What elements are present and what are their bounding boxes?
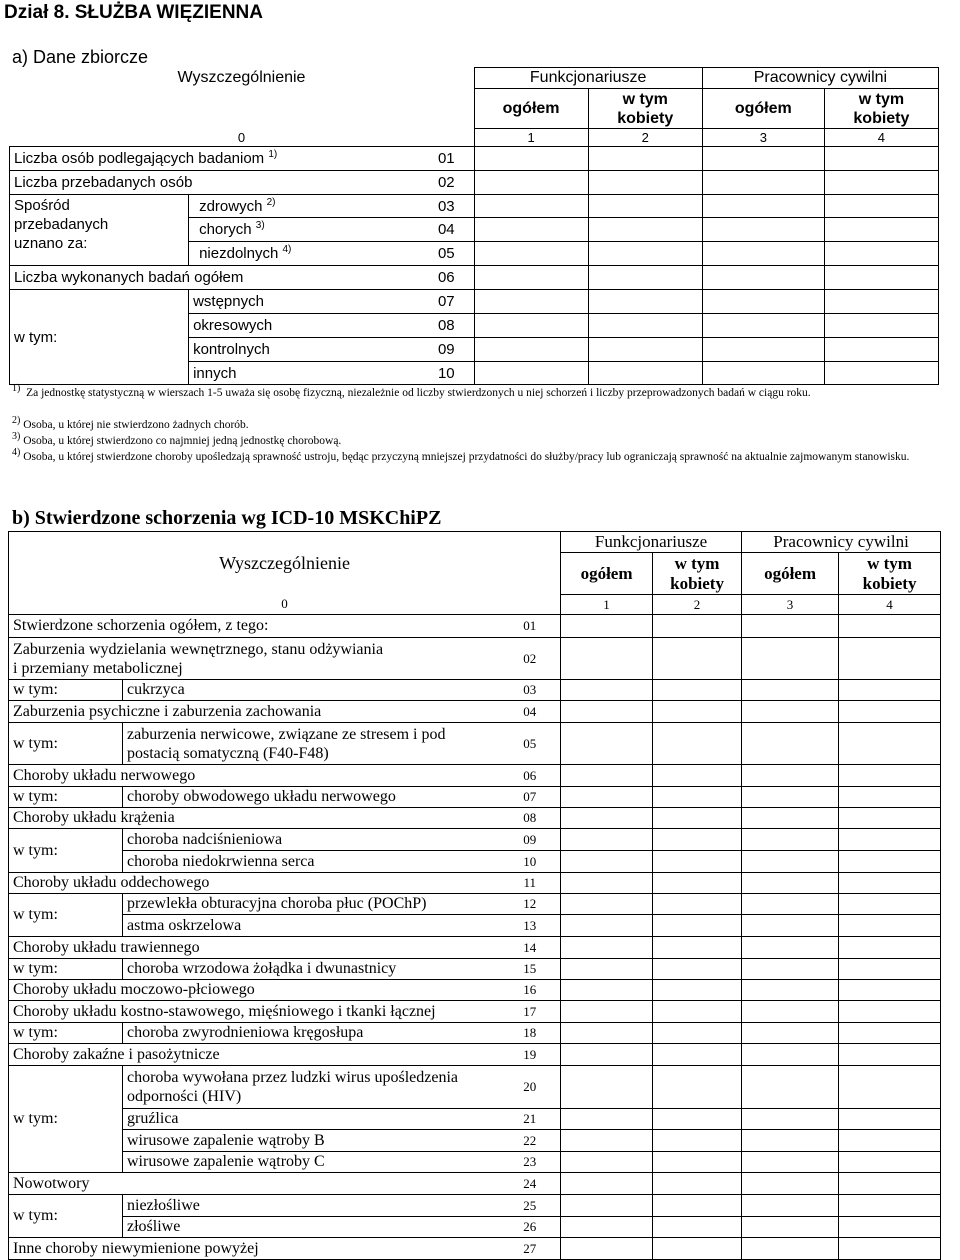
footnote-3: $^{3)}$ Osoba, u której stwierdzono co najmniej jedną jednostkę chorobową.: [12, 431, 342, 447]
b-cell-input[interactable]: [839, 894, 941, 915]
b-row-code: 01: [500, 615, 561, 638]
a-cell-input[interactable]: [702, 171, 824, 195]
b-cell-input[interactable]: [653, 701, 742, 723]
b-cell-input[interactable]: [742, 638, 839, 680]
b-row-label: zaburzenia nerwicowe, związane ze stresem i pod postacią somatyczną (F40-F48): [123, 723, 500, 765]
b-cell-input[interactable]: [742, 1217, 839, 1238]
a-row-01: [10, 147, 939, 171]
b-row-code: 15: [500, 959, 561, 980]
b-cell-input[interactable]: [561, 915, 653, 937]
a-colnum-2: 2: [588, 129, 702, 147]
b-cell-input[interactable]: [561, 1238, 653, 1260]
b-row-code: 11: [500, 873, 561, 894]
a-row-code: 05: [419, 242, 474, 266]
b-cell-input[interactable]: [561, 1023, 653, 1044]
b-header-prac-ogolem: ogółem: [742, 553, 839, 595]
a-header-funk-ogolem: ogółem: [474, 89, 588, 129]
b-row-code: 16: [500, 980, 561, 1001]
b-wtym-label: w tym:: [9, 959, 123, 980]
a-cell-input[interactable]: [702, 314, 824, 338]
b-row-label: choroba zwyrodnieniowa kręgosłupa: [123, 1023, 500, 1044]
b-wtym-label: w tym:: [9, 787, 123, 808]
b-cell-input[interactable]: [653, 959, 742, 980]
b-cell-input[interactable]: [839, 959, 941, 980]
section-b-title: b) Stwierdzone schorzenia wg ICD-10 MSKChiPZ: [12, 507, 442, 529]
b-cell-input[interactable]: [839, 851, 941, 873]
b-cell-input[interactable]: [839, 1044, 941, 1066]
a-cell-input[interactable]: [702, 218, 824, 242]
a-row-code: 04: [419, 218, 474, 242]
a-row-label: Liczba przebadanych osób: [10, 171, 420, 195]
a-cell-input[interactable]: [474, 362, 588, 385]
b-cell-input[interactable]: [653, 638, 742, 680]
a-wtym-label: w tym:: [10, 290, 189, 385]
b-header-prac-kobiety: w tym kobiety: [839, 553, 941, 595]
b-row-label: choroby obwodowego układu nerwowego: [123, 787, 500, 808]
b-cell-input[interactable]: [561, 1173, 653, 1195]
b-colnum-2: 2: [653, 595, 742, 615]
b-cell-input[interactable]: [742, 765, 839, 787]
b-cell-input[interactable]: [561, 1130, 653, 1152]
b-cell-input[interactable]: [653, 894, 742, 915]
b-row-label: Choroby układu oddechowego: [9, 873, 500, 894]
a-row-code: 07: [419, 290, 474, 314]
a-colnum-3: 3: [702, 129, 824, 147]
b-cell-input[interactable]: [561, 980, 653, 1001]
a-row-code: 10: [419, 362, 474, 385]
a-cell-input[interactable]: [588, 290, 702, 314]
b-row-label: wirusowe zapalenie wątroby B: [123, 1130, 500, 1152]
b-wtym-label: w tym:: [9, 723, 123, 765]
b-cell-input[interactable]: [653, 680, 742, 701]
a-colnum-4: 4: [824, 129, 938, 147]
b-cell-input[interactable]: [742, 1238, 839, 1260]
a-cell-input[interactable]: [474, 218, 588, 242]
a-row-code: 03: [419, 195, 474, 218]
a-cell-input[interactable]: [474, 314, 588, 338]
a-header-funk: Funkcjonariusze: [474, 68, 702, 89]
a-cell-input[interactable]: [474, 195, 588, 218]
b-colnum-0: 0: [9, 595, 561, 615]
b-row-code: 14: [500, 937, 561, 959]
a-row-label: chorych $^{3)}$: [189, 218, 420, 242]
b-row-code: 17: [500, 1001, 561, 1023]
b-row-label: Choroby zakaźne i pasożytnicze: [9, 1044, 500, 1066]
b-row-label: Stwierdzone schorzenia ogółem, z tego:: [9, 615, 500, 638]
a-cell-input[interactable]: [474, 242, 588, 266]
b-row-label: niezłośliwe: [123, 1195, 500, 1217]
a-row-code: 06: [419, 266, 474, 290]
b-row-label: Choroby układu moczowo-płciowego: [9, 980, 500, 1001]
a-row-label: Liczba osób podlegających badaniom $^{1)}$: [10, 147, 420, 171]
b-cell-input[interactable]: [653, 873, 742, 894]
a-header-prac-ogolem: ogółem: [702, 89, 824, 129]
b-row-label: cukrzyca: [123, 680, 500, 701]
b-cell-input[interactable]: [742, 808, 839, 829]
b-cell-input[interactable]: [653, 829, 742, 851]
a-cell-input[interactable]: [588, 266, 702, 290]
b-cell-input[interactable]: [839, 615, 941, 638]
a-cell-input[interactable]: [588, 338, 702, 362]
b-row-code: 03: [500, 680, 561, 701]
a-cell-input[interactable]: [588, 171, 702, 195]
b-cell-input[interactable]: [653, 1238, 742, 1260]
b-cell-input[interactable]: [561, 615, 653, 638]
b-cell-input[interactable]: [561, 680, 653, 701]
b-cell-input[interactable]: [561, 1109, 653, 1130]
b-cell-input[interactable]: [653, 787, 742, 808]
a-cell-input[interactable]: [474, 290, 588, 314]
b-row-code: 24: [500, 1173, 561, 1195]
b-cell-input[interactable]: [561, 808, 653, 829]
b-wtym-label: w tym:: [9, 1023, 123, 1044]
b-cell-input[interactable]: [653, 1217, 742, 1238]
b-cell-input[interactable]: [561, 851, 653, 873]
a-cell-input[interactable]: [824, 195, 938, 218]
b-cell-input[interactable]: [742, 851, 839, 873]
a-cell-input[interactable]: [702, 290, 824, 314]
a-cell-input[interactable]: [474, 147, 588, 171]
b-cell-input[interactable]: [839, 1109, 941, 1130]
b-row-label: Nowotwory: [9, 1173, 500, 1195]
b-cell-input[interactable]: [561, 1152, 653, 1173]
b-row-label: choroba niedokrwienna serca: [123, 851, 500, 873]
b-row-label: Choroby układu trawiennego: [9, 937, 500, 959]
a-row-label: wstępnych: [189, 290, 420, 314]
b-cell-input[interactable]: [561, 638, 653, 680]
b-cell-input[interactable]: [653, 1044, 742, 1066]
b-row-label: gruźlica: [123, 1109, 500, 1130]
b-cell-input[interactable]: [839, 1152, 941, 1173]
b-cell-input[interactable]: [561, 829, 653, 851]
footnote-2: $^{2)}$ Osoba, u której nie stwierdzono żadnych chorób.: [12, 415, 249, 431]
b-cell-input[interactable]: [742, 959, 839, 980]
b-cell-input[interactable]: [839, 1130, 941, 1152]
b-row-label: wirusowe zapalenie wątroby C: [123, 1152, 500, 1173]
b-row-label: Choroby układu kostno-stawowego, mięśniowego i tkanki łącznej: [9, 1001, 500, 1023]
a-row-label: innych: [189, 362, 420, 385]
a-row-label: zdrowych $^{2)}$: [189, 195, 420, 218]
b-cell-input[interactable]: [561, 873, 653, 894]
b-cell-input[interactable]: [839, 873, 941, 894]
b-cell-input[interactable]: [839, 1217, 941, 1238]
a-cell-input[interactable]: [824, 266, 938, 290]
b-row-label: choroba wrzodowa żołądka i dwunastnicy: [123, 959, 500, 980]
b-cell-input[interactable]: [653, 615, 742, 638]
b-row-code: 05: [500, 723, 561, 765]
a-cell-input[interactable]: [702, 338, 824, 362]
b-cell-input[interactable]: [653, 765, 742, 787]
b-cell-input[interactable]: [561, 1195, 653, 1217]
b-cell-input[interactable]: [839, 1066, 941, 1109]
b-cell-input[interactable]: [839, 1195, 941, 1217]
b-cell-input[interactable]: [653, 1130, 742, 1152]
a-cell-input[interactable]: [588, 218, 702, 242]
b-cell-input[interactable]: [742, 1130, 839, 1152]
b-cell-input[interactable]: [839, 937, 941, 959]
section-a-table: [9, 67, 939, 385]
section-a-title: a) Dane zbiorcze: [12, 47, 149, 67]
b-cell-input[interactable]: [561, 1066, 653, 1109]
b-cell-input[interactable]: [839, 723, 941, 765]
a-row-06: [10, 266, 939, 290]
a-colnum-1: 1: [474, 129, 588, 147]
b-cell-input[interactable]: [839, 1001, 941, 1023]
a-colnum-0: 0: [237, 129, 246, 145]
b-cell-input[interactable]: [561, 787, 653, 808]
b-cell-input[interactable]: [653, 723, 742, 765]
b-wtym-label: w tym:: [9, 680, 123, 701]
a-cell-input[interactable]: [588, 362, 702, 385]
b-header-prac: Pracownicy cywilni: [742, 532, 941, 553]
b-cell-input[interactable]: [742, 680, 839, 701]
b-cell-input[interactable]: [653, 1109, 742, 1130]
b-row-code: 21: [500, 1109, 561, 1130]
a-header-funk-kobiety: w tym kobiety: [588, 89, 702, 129]
b-row-label: złośliwe: [123, 1217, 500, 1238]
b-cell-input[interactable]: [653, 808, 742, 829]
b-cell-input[interactable]: [742, 1195, 839, 1217]
b-cell-input[interactable]: [742, 1044, 839, 1066]
b-cell-input[interactable]: [653, 851, 742, 873]
a-cell-input[interactable]: [824, 171, 938, 195]
b-colnum-3: 3: [742, 595, 839, 615]
a-cell-input[interactable]: [702, 266, 824, 290]
a-header-prac: Pracownicy cywilni: [702, 68, 938, 89]
a-cell-input[interactable]: [474, 171, 588, 195]
section-b-table: [8, 531, 941, 1260]
b-cell-input[interactable]: [653, 1152, 742, 1173]
a-row-code: 01: [419, 147, 474, 171]
footnote-4: $^{4)}$ Osoba, u której stwierdzone choroby upośledzają sprawność ustroju, będąc przyczyną mniejszej przydatności do służby/pracy lub ograniczają sprawność na aktualnie zajmowanym stanowisku.: [12, 447, 910, 463]
page-title: Dział 8. SŁUŻBA WIĘZIENNA: [4, 2, 263, 23]
b-cell-input[interactable]: [742, 701, 839, 723]
b-cell-input[interactable]: [839, 829, 941, 851]
b-cell-input[interactable]: [742, 980, 839, 1001]
b-cell-input[interactable]: [653, 1001, 742, 1023]
b-row-label: Zaburzenia psychiczne i zaburzenia zachowania: [9, 701, 500, 723]
b-cell-input[interactable]: [561, 701, 653, 723]
b-row-label: choroba wywołana przez ludzki wirus upośledzenia odporności (HIV): [123, 1066, 500, 1109]
b-cell-input[interactable]: [839, 980, 941, 1001]
b-row-code: 09: [500, 829, 561, 851]
a-cell-input[interactable]: [474, 266, 588, 290]
b-row-code: 13: [500, 915, 561, 937]
b-cell-input[interactable]: [742, 1066, 839, 1109]
a-row-label: niezdolnych $^{4)}$: [189, 242, 420, 266]
b-cell-input[interactable]: [839, 765, 941, 787]
b-row-label: Inne choroby niewymienione powyżej: [9, 1238, 500, 1260]
b-row-label: przewlekła obturacyjna choroba płuc (POChP): [123, 894, 500, 915]
b-cell-input[interactable]: [653, 1023, 742, 1044]
a-header-spec: Wyszczególnienie: [177, 69, 306, 86]
b-header-funk: Funkcjonariusze: [561, 532, 742, 553]
b-row-code: 10: [500, 851, 561, 873]
b-row-label: Choroby układu nerwowego: [9, 765, 500, 787]
a-row-label: Liczba wykonanych badań ogółem: [10, 266, 420, 290]
b-cell-input[interactable]: [561, 1217, 653, 1238]
b-colnum-1: 1: [561, 595, 653, 615]
b-row-code: 23: [500, 1152, 561, 1173]
a-row-code: 02: [419, 171, 474, 195]
b-row-code: 06: [500, 765, 561, 787]
b-wtym-label: w tym:: [9, 1066, 123, 1173]
a-cell-input[interactable]: [588, 242, 702, 266]
b-cell-input[interactable]: [561, 765, 653, 787]
b-cell-input[interactable]: [742, 1109, 839, 1130]
b-row-code: 02: [500, 638, 561, 680]
b-row-code: 19: [500, 1044, 561, 1066]
a-row-code: 08: [419, 314, 474, 338]
a-cell-input[interactable]: [824, 362, 938, 385]
b-cell-input[interactable]: [839, 808, 941, 829]
b-cell-input[interactable]: [561, 723, 653, 765]
b-wtym-label: w tym:: [9, 829, 123, 873]
b-cell-input[interactable]: [742, 1001, 839, 1023]
b-wtym-label: w tym:: [9, 1195, 123, 1238]
a-cell-input[interactable]: [702, 195, 824, 218]
b-row-label: choroba nadciśnieniowa: [123, 829, 500, 851]
b-wtym-label: w tym:: [9, 894, 123, 937]
b-header-funk-ogolem: ogółem: [561, 553, 653, 595]
b-cell-input[interactable]: [742, 829, 839, 851]
b-cell-input[interactable]: [839, 638, 941, 680]
b-row-label: astma oskrzelowa: [123, 915, 500, 937]
a-row-label: okresowych: [189, 314, 420, 338]
b-cell-input[interactable]: [653, 1195, 742, 1217]
b-cell-input[interactable]: [742, 915, 839, 937]
a-cell-input[interactable]: [702, 362, 824, 385]
b-row-code: 27: [500, 1238, 561, 1260]
b-row-code: 18: [500, 1023, 561, 1044]
b-cell-input[interactable]: [561, 937, 653, 959]
a-cell-input[interactable]: [702, 242, 824, 266]
b-row-label: Zaburzenia wydzielania wewnętrznego, stanu odżywiania i przemiany metabolicznej: [9, 638, 500, 680]
b-row-code: 12: [500, 894, 561, 915]
b-cell-input[interactable]: [839, 1173, 941, 1195]
b-cell-input[interactable]: [742, 1152, 839, 1173]
b-cell-input[interactable]: [742, 1173, 839, 1195]
b-cell-input[interactable]: [561, 1001, 653, 1023]
b-cell-input[interactable]: [839, 915, 941, 937]
b-cell-input[interactable]: [839, 680, 941, 701]
b-cell-input[interactable]: [839, 701, 941, 723]
b-header-spec: Wyszczególnienie: [9, 532, 561, 595]
a-row-code: 09: [419, 338, 474, 362]
a-group-label: Spośród przebadanych uznano za:: [10, 195, 189, 266]
b-cell-input[interactable]: [742, 787, 839, 808]
a-cell-input[interactable]: [588, 147, 702, 171]
b-colnum-4: 4: [839, 595, 941, 615]
b-cell-input[interactable]: [561, 1044, 653, 1066]
a-cell-input[interactable]: [824, 242, 938, 266]
b-cell-input[interactable]: [653, 1066, 742, 1109]
b-cell-input[interactable]: [653, 915, 742, 937]
a-row-label: kontrolnych: [189, 338, 420, 362]
b-cell-input[interactable]: [742, 894, 839, 915]
footnote-1: $^{1)}$ Za jednostkę statystyczną w wierszach 1-5 uważa się osobę fizyczną, niezależnie od liczby stwierdzonych u niej schorzeń i liczby przeprowadzonych badań w ciągu roku.: [12, 383, 811, 399]
b-cell-input[interactable]: [742, 615, 839, 638]
a-row-03: [10, 195, 939, 218]
a-row-02: [10, 171, 939, 195]
b-cell-input[interactable]: [742, 873, 839, 894]
b-cell-input[interactable]: [653, 937, 742, 959]
b-row-code: 04: [500, 701, 561, 723]
a-header-prac-kobiety: w tym kobiety: [824, 89, 938, 129]
b-cell-input[interactable]: [742, 723, 839, 765]
b-cell-input[interactable]: [742, 937, 839, 959]
b-row-label: Choroby układu krążenia: [9, 808, 500, 829]
b-cell-input[interactable]: [839, 1023, 941, 1044]
a-colnum-row: [10, 129, 939, 147]
a-cell-input[interactable]: [474, 338, 588, 362]
a-cell-input[interactable]: [824, 218, 938, 242]
b-header-funk-kobiety: w tym kobiety: [653, 553, 742, 595]
a-cell-input[interactable]: [824, 290, 938, 314]
b-cell-input[interactable]: [561, 959, 653, 980]
b-cell-input[interactable]: [653, 1173, 742, 1195]
b-cell-input[interactable]: [653, 980, 742, 1001]
b-cell-input[interactable]: [839, 1238, 941, 1260]
b-row-code: 07: [500, 787, 561, 808]
a-row-07: [10, 290, 939, 314]
a-cell-input[interactable]: [588, 195, 702, 218]
b-cell-input[interactable]: [742, 1023, 839, 1044]
a-cell-input[interactable]: [588, 314, 702, 338]
b-row-code: 26: [500, 1217, 561, 1238]
b-row-code: 08: [500, 808, 561, 829]
b-row-code: 25: [500, 1195, 561, 1217]
b-row-code: 20: [500, 1066, 561, 1109]
a-cell-input[interactable]: [824, 314, 938, 338]
b-row-code: 22: [500, 1130, 561, 1152]
b-cell-input[interactable]: [561, 894, 653, 915]
a-cell-input[interactable]: [702, 147, 824, 171]
b-cell-input[interactable]: [839, 787, 941, 808]
a-cell-input[interactable]: [824, 147, 938, 171]
a-cell-input[interactable]: [824, 338, 938, 362]
